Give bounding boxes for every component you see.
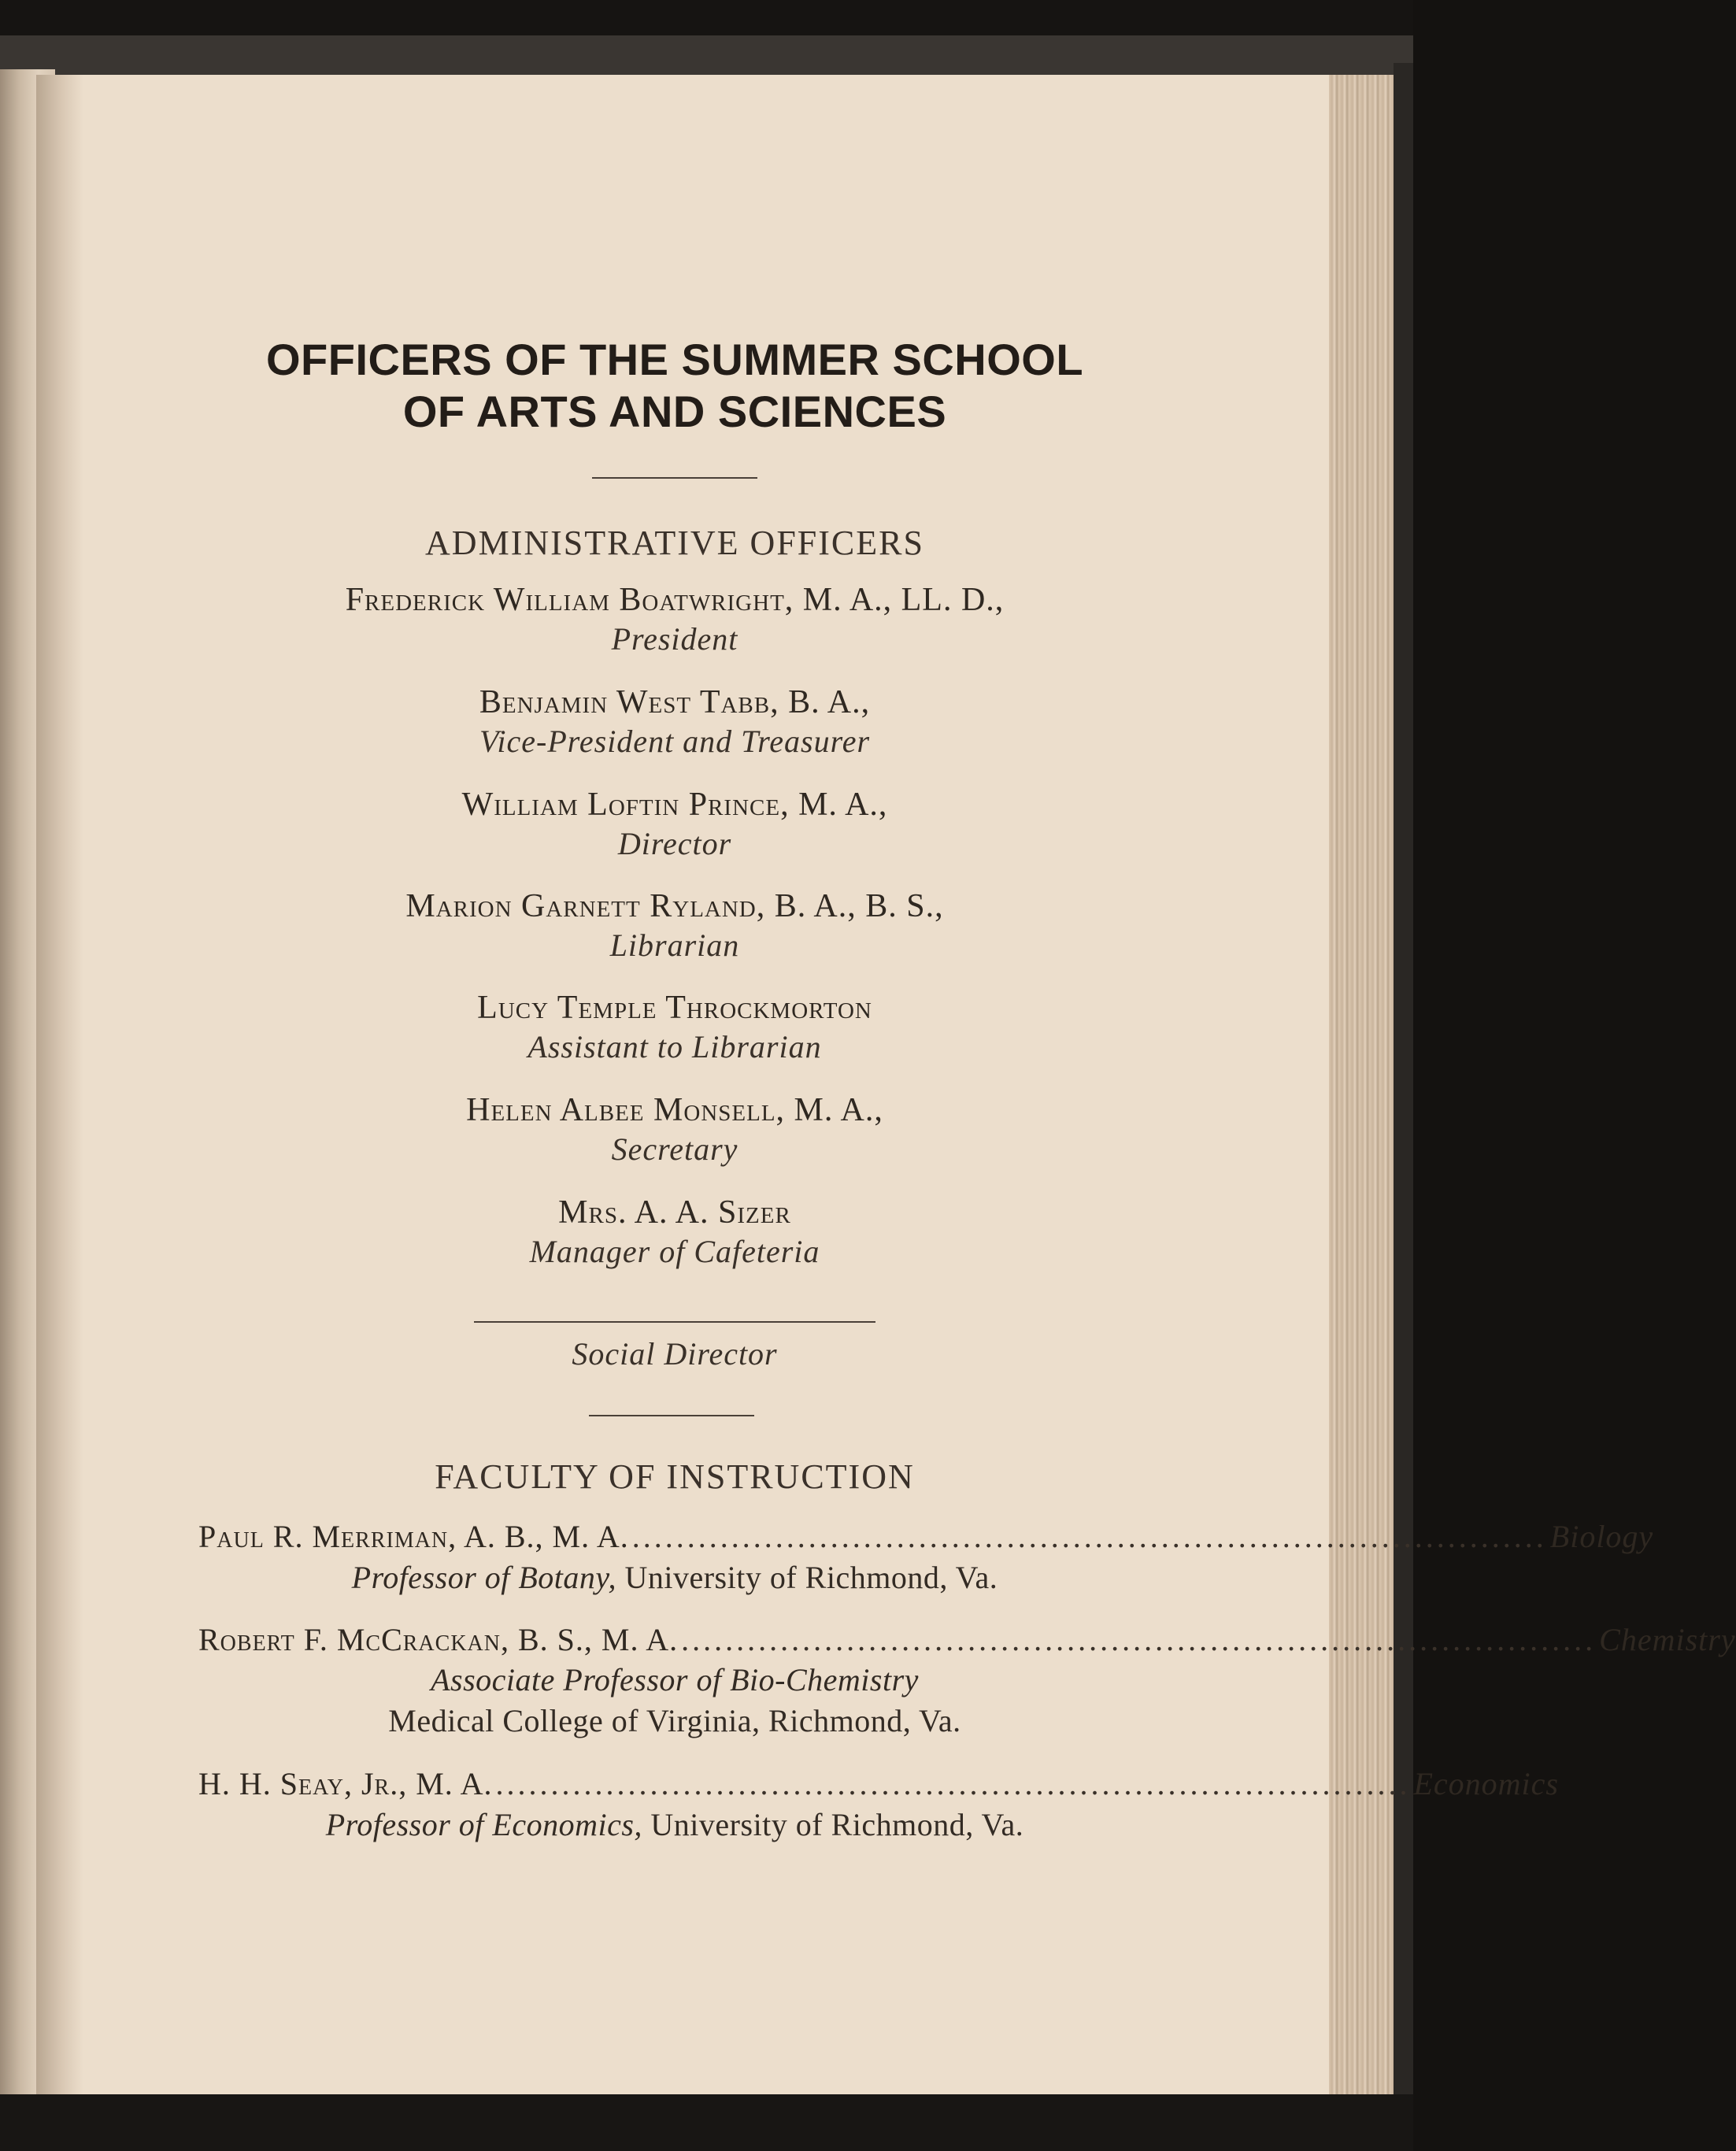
- faculty-subject: Chemistry: [1599, 1622, 1736, 1657]
- officer-name: Frederick William Boatwright, M. A., LL. D.,: [345, 582, 1005, 618]
- officer-role: President: [611, 621, 738, 657]
- officer-role: Manager of Cafeteria: [529, 1234, 820, 1269]
- page-title-line-1: OFFICERS OF THE SUMMER SCHOOL: [265, 335, 1084, 384]
- section-divider: [592, 477, 757, 479]
- faculty-entry: [198, 1765, 1559, 1802]
- faculty-name: Robert F. McCrackan, B. S., M. A.: [198, 1622, 679, 1657]
- section-divider: [589, 1415, 754, 1416]
- faculty-subject: Economics: [1413, 1766, 1559, 1801]
- faculty-entry: [198, 1518, 1654, 1555]
- social-director-role: Social Director: [572, 1336, 778, 1372]
- faculty-institution: University of Richmond, Va.: [616, 1560, 998, 1595]
- officer-role: Assistant to Librarian: [527, 1029, 822, 1064]
- leader-dots: ...................................................................................: [495, 1766, 1411, 1801]
- faculty-subject: Biology: [1549, 1519, 1654, 1554]
- admin-heading: ADMINISTRATIVE OFFICERS: [425, 524, 924, 562]
- faculty-position: [124, 1661, 1226, 1698]
- faculty-name: H. H. Seay, Jr., M. A.: [198, 1766, 493, 1801]
- faculty-institution: Medical College of Virginia, Richmond, Va.: [388, 1703, 961, 1738]
- officer-role: Director: [617, 826, 732, 861]
- faculty-institution: University of Richmond, Va.: [642, 1807, 1024, 1842]
- officer-name: Benjamin West Tabb, B. A.,: [479, 684, 871, 720]
- page-title-line-2: OF ARTS AND SCIENCES: [402, 387, 947, 436]
- officer-name: Mrs. A. A. Sizer: [558, 1194, 791, 1231]
- officer-role: Vice-President and Treasurer: [479, 724, 871, 759]
- faculty-title: Professor of Botany,: [351, 1560, 616, 1595]
- officer-name: Lucy Temple Throckmorton: [477, 990, 872, 1026]
- faculty-position: [124, 1806, 1226, 1843]
- faculty-heading: FACULTY OF INSTRUCTION: [435, 1457, 915, 1496]
- leader-dots: ...................................................................................: [631, 1519, 1547, 1554]
- faculty-entry: [198, 1621, 1736, 1658]
- officer-name: William Loftin Prince, M. A.,: [461, 787, 888, 823]
- blank-name-line: [474, 1321, 875, 1323]
- faculty-name: Paul R. Merriman, A. B., M. A.: [198, 1519, 629, 1554]
- faculty-position: [124, 1559, 1226, 1596]
- officer-role: Librarian: [609, 927, 740, 963]
- faculty-title: Professor of Economics,: [325, 1807, 642, 1842]
- officer-name: Marion Garnett Ryland, B. A., B. S.,: [405, 888, 944, 924]
- officer-role: Secretary: [611, 1131, 738, 1167]
- leader-dots: ...................................................................................: [681, 1622, 1597, 1657]
- faculty-title: Associate Professor of Bio-Chemistry: [431, 1662, 919, 1697]
- officer-name: Helen Albee Monsell, M. A.,: [466, 1092, 883, 1128]
